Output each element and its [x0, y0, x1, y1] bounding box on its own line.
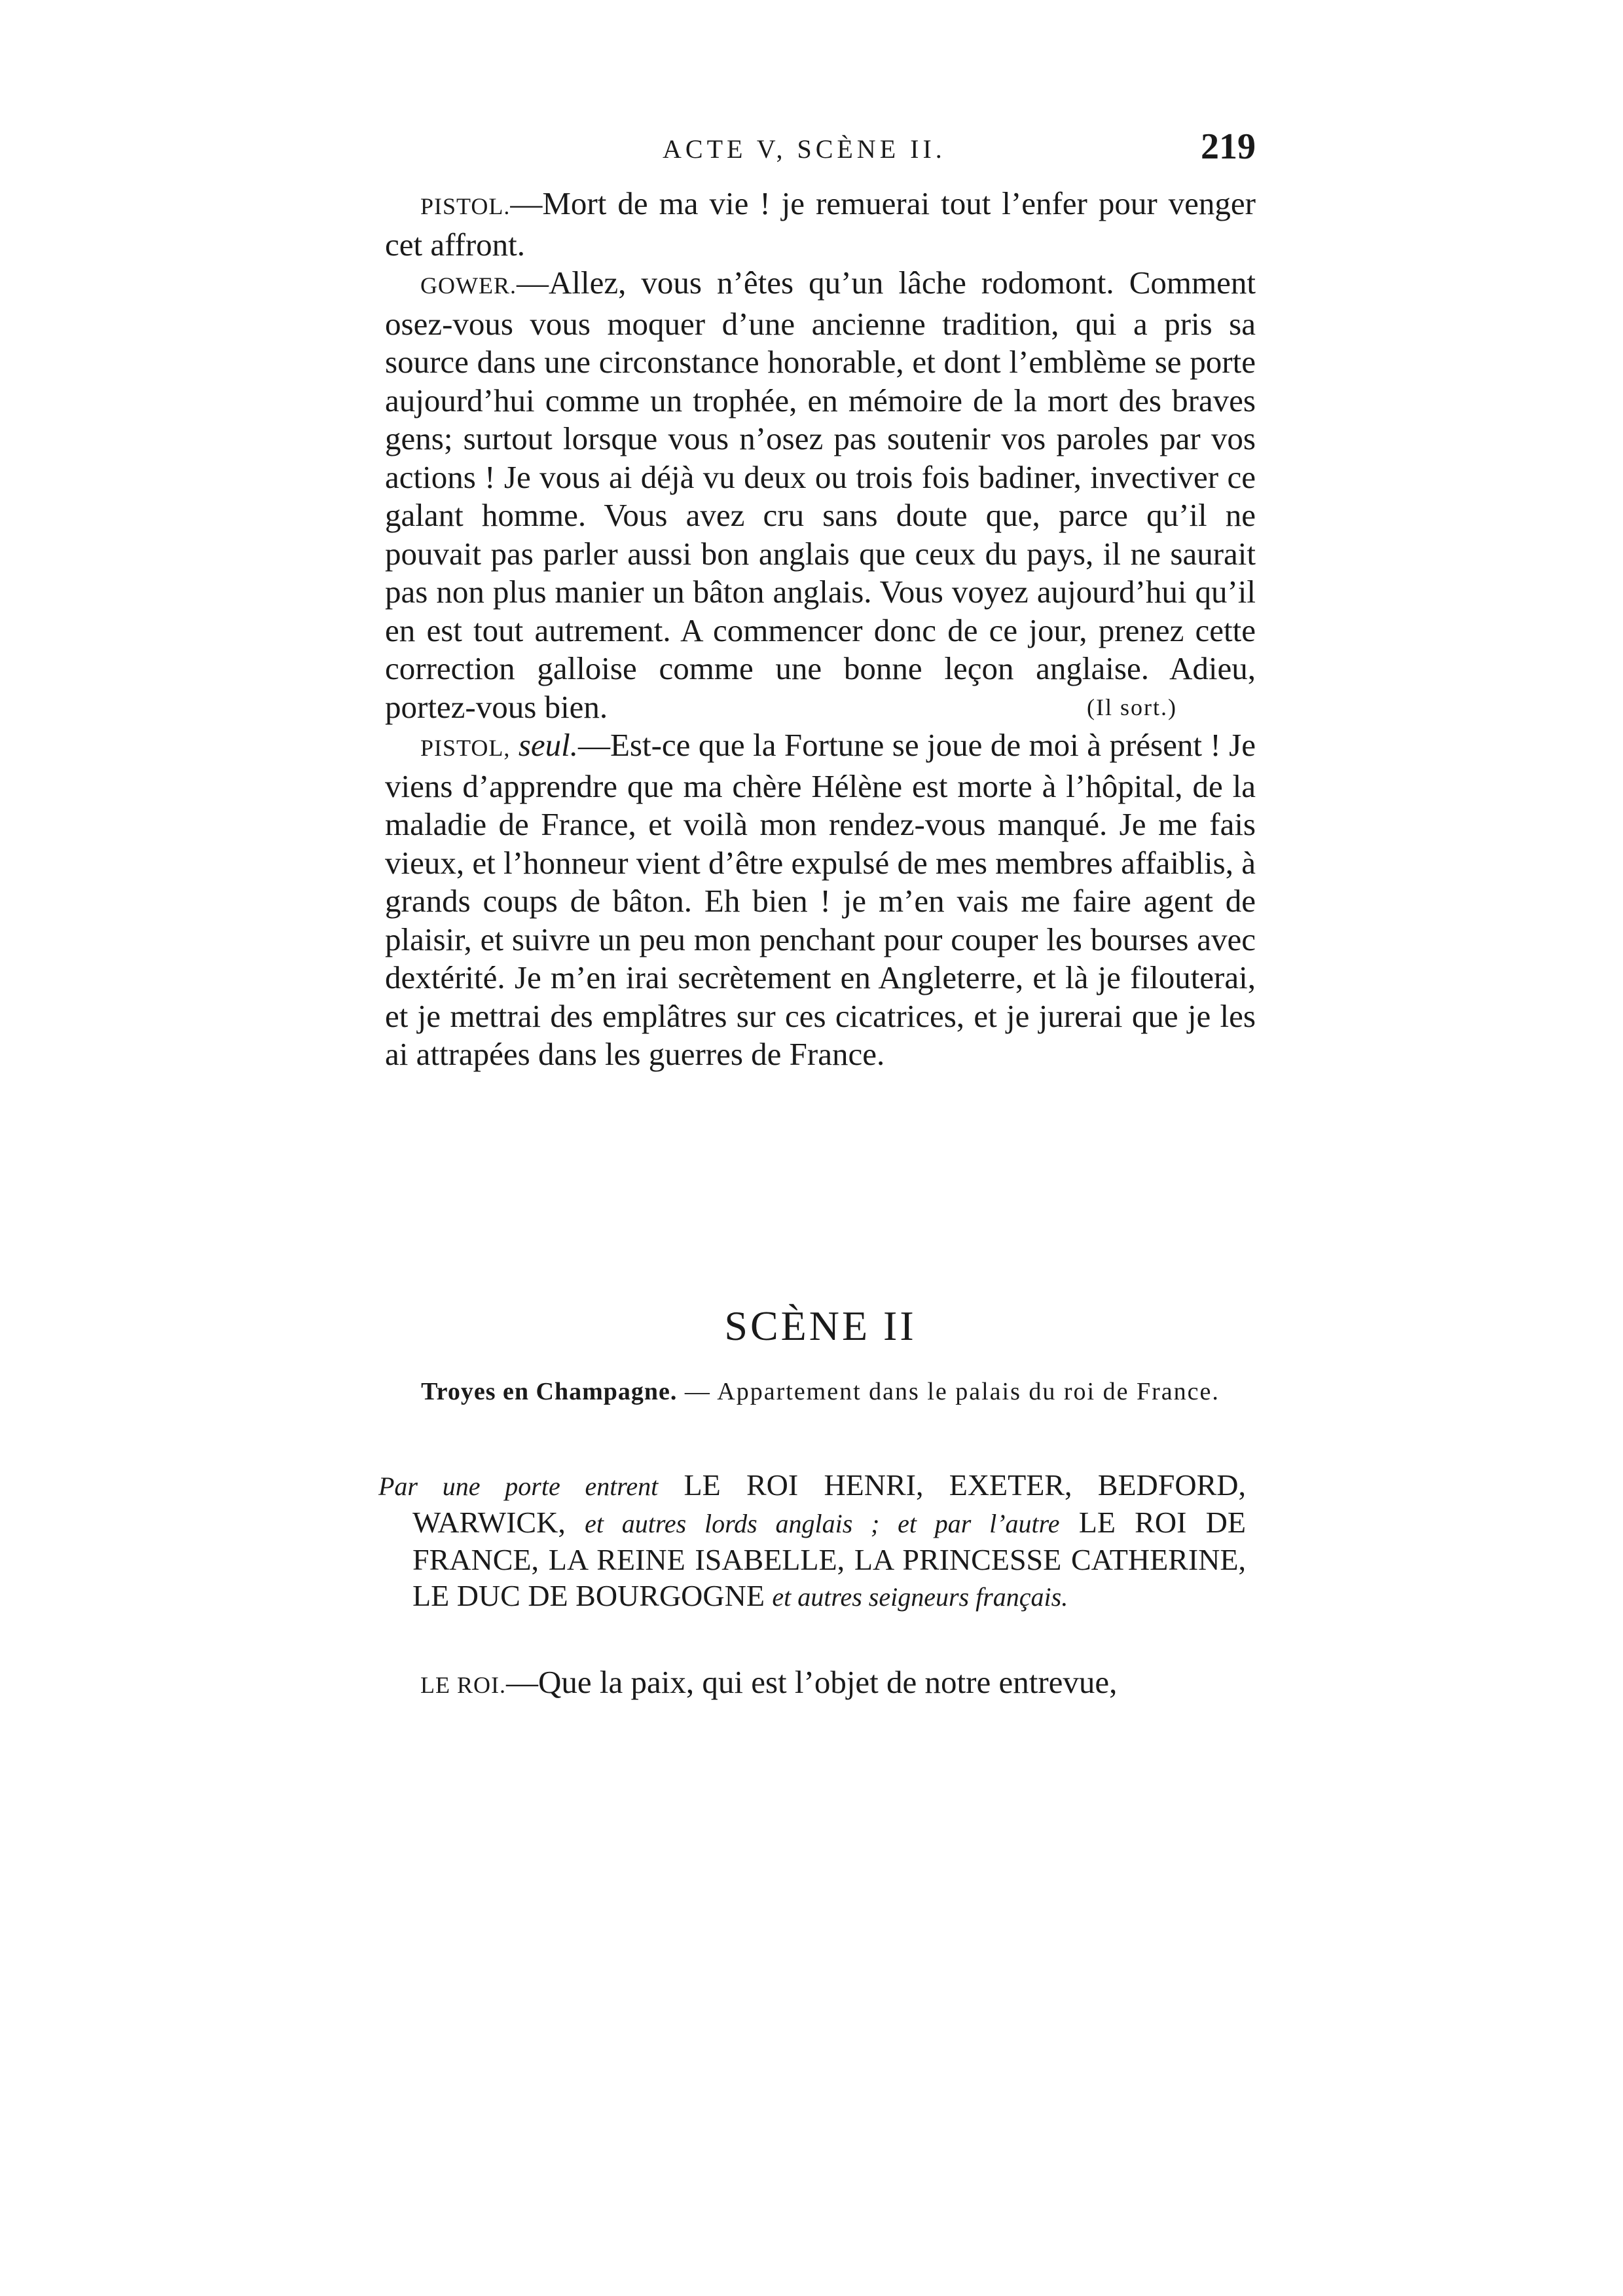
speech-text: —Allez, vous n’êtes qu’un lâche rodomont. Comment osez-vous vous moquer d’une ancienne tradition, qui a pris sa source dans une circonstance honorable, et dont l’emblème se porte aujourd’hui comme un trophée, en mémoire de la mort des braves gens; surtout lorsque vous n’osez pas soutenir vos paroles par vos actions ! Je vous ai déjà vu deux ou trois fois badiner, invectiver ce galant homme. Vous avez cru sans doute que, parce qu’il ne pouvait pas parler aussi bon anglais que ceux du pays, il ne saurait pas non plus manier un bâton anglais. Vous voyez aujourd’hui qu’il en est tout autrement. A commencer donc de ce jour, prenez cette correction galloise comme une bonne leçon anglaise. Adieu, portez-vous bien. — [385, 265, 1256, 725]
speech-text: —Que la paix, qui est l’objet de notre entrevue, — [505, 1664, 1118, 1700]
stage-direction-part3: et autres seigneurs français. — [772, 1582, 1068, 1612]
stage-direction-names1: LE ROI HENRI, EXETER, BEDFORD, WARWICK, — [412, 1468, 1246, 1539]
scene-title: SCÈNE II — [724, 1303, 917, 1349]
speech-gower — [385, 264, 1256, 726]
speaker-name: GOWER. — [420, 272, 517, 299]
dialogue-block — [385, 185, 1256, 1074]
stage-direction-part2: et autres lords anglais ; et par l’autre — [585, 1509, 1060, 1538]
speech-pistol-1 — [385, 185, 1256, 264]
stage-direction — [378, 1467, 1246, 1615]
speech-pistol-2 — [385, 726, 1256, 1074]
speech-text: —Est-ce que la Fortune se joue de moi à présent ! Je viens d’apprendre que ma chère Hélène est morte à l’hôpital, de la maladie de France, et voilà mon rendez-vous manqué. Je me fais vieux, et l’honneur vient d’être expulsé de mes membres affaiblis, à grands coups de bâton. Eh bien ! je m’en vais me faire agent de plaisir, et suivre un peu mon penchant pour couper les bourses avec dextérité. Je m’en irai secrètement en Angleterre, et là je filouterai, et je mettrai des emplâtres sur ces cicatrices, et je jurerai que je les ai attrapées dans les guerres de France. — [385, 727, 1256, 1072]
stage-direction-names2: LE ROI DE FRANCE, LA REINE ISABELLE, LA PRINCESSE CATHERINE, LE DUC DE BOURGOGNE — [412, 1506, 1246, 1612]
stage-direction-part1: Par une porte entrent — [378, 1472, 659, 1501]
setting-description: — Appartement dans le palais du roi de France. — [677, 1378, 1220, 1405]
speech-text: —Mort de ma vie ! je remuerai tout l’enfer pour venger cet affront. — [385, 185, 1256, 263]
speaker-qualifier: seul. — [518, 727, 578, 763]
speaker-name: PISTOL. — [420, 193, 511, 219]
speech-le-roi — [385, 1663, 1256, 1705]
scene-setting — [378, 1375, 1262, 1408]
page-number: 219 — [1201, 126, 1256, 167]
speaker-name: LE ROI. — [420, 1672, 506, 1698]
speaker-name: PISTOL, — [420, 735, 511, 761]
setting-place: Troyes en Champagne. — [421, 1378, 678, 1405]
running-title: ACTE V, SCÈNE II. — [663, 134, 946, 164]
running-head — [385, 128, 1256, 170]
exit-stage-direction: (Il sort.) — [1087, 694, 1177, 720]
